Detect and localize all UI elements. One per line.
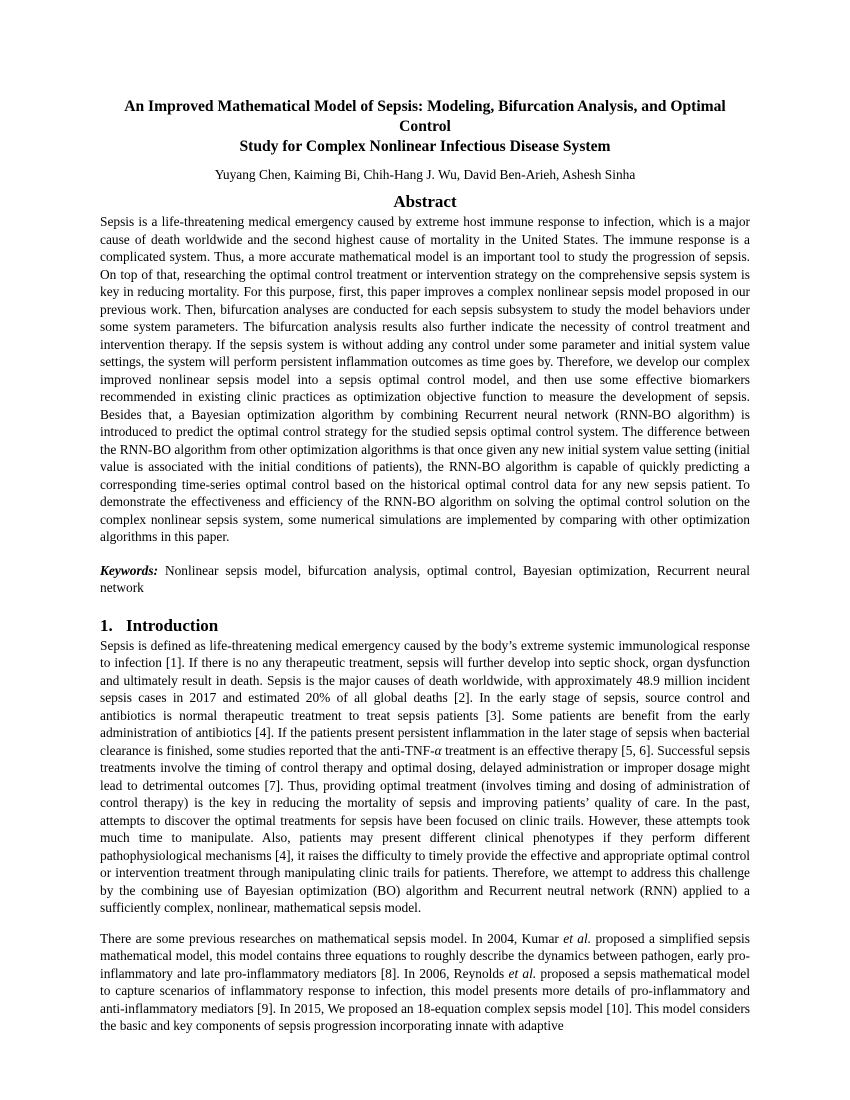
- abstract-text: Sepsis is a life-threatening medical emergency caused by extreme host immune response to infection, which is a major cause of death worldwide and the second highest cause of mortality in the United States. The immune response is a complicated system. Thus, a more accurate mathematical model is an important tool to study the progression of sepsis. On top of that, researching the optimal control treatment or intervention strategy on the comprehensive sepsis system is key in reducing mortality. For this purpose, first, this paper improves a complex nonlinear sepsis model proposed in our previous work. Then, bifurcation analyses are conducted for each sepsis subsystem to study the model behaviors under some system parameters. The bifurcation analysis results also further indicate the necessity of control treatment and intervention therapy. If the sepsis system is without adding any control under some parameter and initial system value settings, the system will perform persistent inflammation outcomes as time goes by. Therefore, we develop our complex improved nonlinear sepsis model into a sepsis optimal control model, and then use some effective biomarkers recommended in existing clinic practices as optimization objective function to measure the development of sepsis. Besides that, a Bayesian optimization algorithm by combining Recurrent neural network (RNN-BO algorithm) is introduced to predict the optimal control strategy for the studied sepsis optimal control system. The difference between the RNN-BO algorithm from other optimization algorithms is that once given any new initial system value setting (initial value is associated with the initial conditions of patients), the RNN-BO algorithm is capable of quickly predicting a corresponding time-series optimal control based on the historical optimal control data for any new sepsis patient. To demonstrate the effectiveness and efficiency of the RNN-BO algorithm on solving the optimal control solution on the complex nonlinear sepsis system, some numerical simulations are implemented by comparing with other optimization algorithms in this paper.: [100, 214, 750, 544]
- intro-p2-part-b: proposed a simplified sepsis mathematical model, this model contains three equations to roughly describe the dynamics between pathogen, early pro-inflammatory and late pro-inflammatory mediators [8]. In 2006, Reynolds: [100, 930, 750, 981]
- intro-p2-part-a: There are some previous researches on mathematical sepsis model. In 2004, Kumar: [100, 930, 564, 946]
- paper-page: [100, 97, 750, 1035]
- intro-paragraph-2: [100, 930, 750, 1035]
- keywords-label: Keywords:: [100, 562, 159, 578]
- intro-paragraph-1: [100, 637, 750, 917]
- abstract-heading: Abstract: [393, 192, 457, 211]
- section-number: 1.: [100, 615, 113, 635]
- title-line-1: An Improved Mathematical Model of Sepsis: Modeling, Bifurcation Analysis, and Optimal Control: [124, 98, 726, 135]
- alpha-symbol: α: [434, 742, 442, 758]
- intro-p2-part-c: proposed a sepsis mathematical model to capture scenarios of inflammatory response to infection, this model presents more details of pro-inflammatory and anti-inflammatory mediators [9]. In 2015, We proposed an 18-equation complex sepsis model [10]. This model considers the basic and key components of sepsis progression incorporating innate with adaptive: [100, 965, 750, 1033]
- et-al-2: et al.: [508, 965, 537, 981]
- keywords-text: Nonlinear sepsis model, bifurcation analysis, optimal control, Bayesian optimization, Recurrent neural network: [100, 562, 750, 595]
- section-heading-introduction: [100, 616, 750, 636]
- et-al-1: et al.: [563, 930, 592, 946]
- keywords: [100, 562, 750, 597]
- section-title: Introduction: [126, 615, 219, 635]
- intro-p1-part-b: treatment is an effective therapy [5, 6]. Successful sepsis treatments involve the timing of control therapy and optimal dosing, delayed administration or improper dosage might lead to detrimental outcomes [7]. Thus, providing optimal treatment (involves timing and dosing of administration of control therapy) is the key in reducing the mortality of sepsis and improving patients’ quality of care. In the past, attempts to discover the optimal treatments for sepsis have been focused on clinic trails. However, these attempts took much time to manipulate. Also, patients may present different clinical phenotypes if they perform different pathophysiological mechanisms [4], it raises the difficulty to timely provide the effective and appropriate optimal control or intervention treatment through manipulating clinic trails for patients. Therefore, we attempt to address this challenge by the combining use of Bayesian optimization (BO) algorithm and Recurrent neutral network (RNN) applied to a sufficiently complex, nonlinear, mathematical sepsis model.: [100, 742, 751, 915]
- paper-title: [100, 97, 750, 157]
- title-line-2: Study for Complex Nonlinear Infectious Disease System: [239, 138, 611, 155]
- author-list: Yuyang Chen, Kaiming Bi, Chih-Hang J. Wu, David Ben-Arieh, Ashesh Sinha: [214, 167, 636, 182]
- intro-p1-part-a: Sepsis is defined as life-threatening medical emergency caused by the body’s extreme systemic immunological response to infection [1]. If there is no any therapeutic treatment, sepsis will further develop into septic shock, organ dysfunction and ultimately result in death. Sepsis is the major causes of death worldwide, with approximately 48.9 million incident sepsis cases in 2017 and estimated 20% of all global deaths [2]. In the early stage of sepsis, source control and antibiotics is normal therapeutic treatment to treat sepsis patients [3]. Some patients are benefit from the early administration of antibiotics [4]. If the patients present persistent inflammation in the later stage of sepsis when bacterial clearance is finished, some studies reported that the anti-TNF-: [100, 637, 750, 758]
